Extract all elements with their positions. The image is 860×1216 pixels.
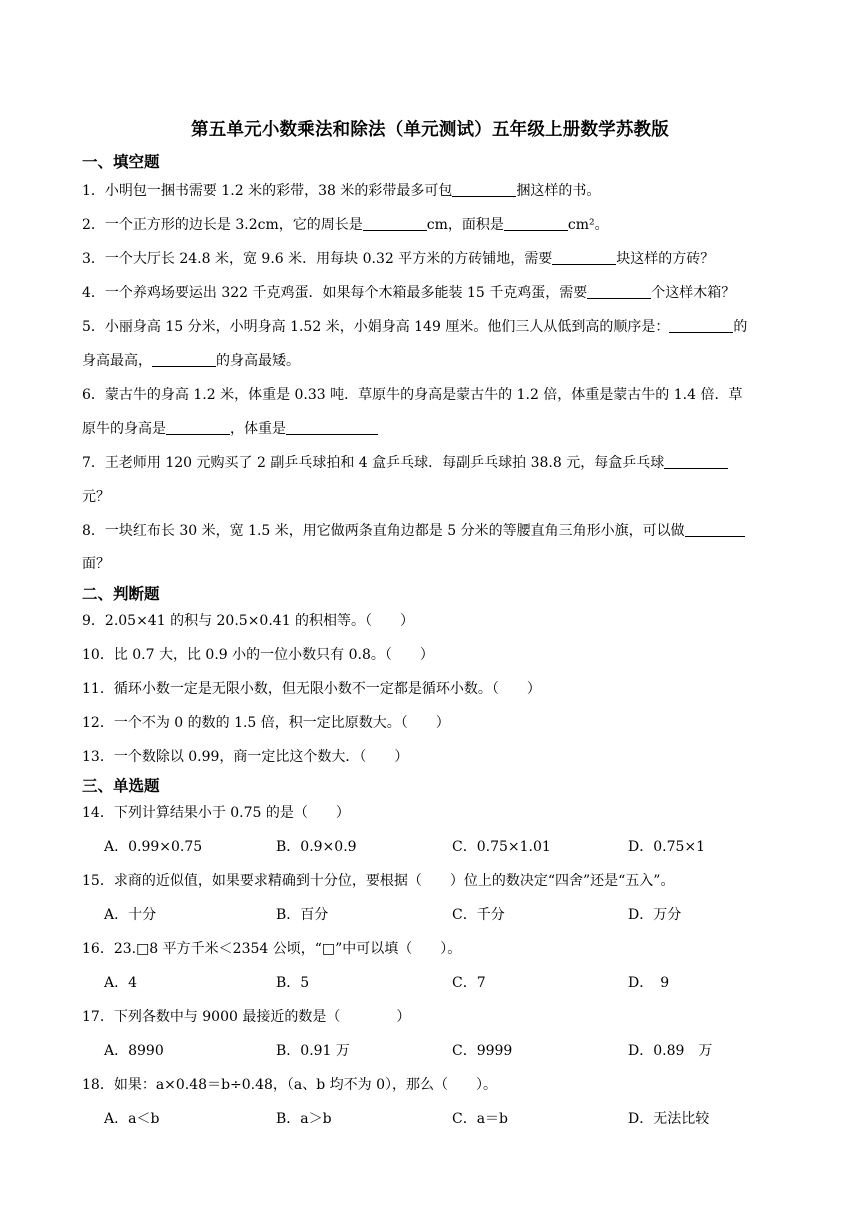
answer-blank[interactable] — [587, 284, 651, 299]
option-c[interactable]: C．a＝b — [452, 1111, 509, 1127]
question-text: 元？ — [82, 489, 110, 505]
option-c[interactable]: C．0.75×1.01 — [452, 839, 551, 855]
question-8-line-1 — [82, 520, 812, 540]
answer-blank[interactable] — [685, 522, 745, 537]
answer-blank[interactable] — [363, 216, 427, 231]
option-b[interactable]: B．0.91 万 — [276, 1043, 350, 1059]
option-a[interactable]: A．十分 — [104, 907, 157, 923]
answer-blank[interactable] — [152, 352, 216, 367]
option-d[interactable]: D．无法比较 — [628, 1111, 710, 1127]
question-9: 9．2.05×41 的积与 20.5×0.41 的积相等。（ ） — [82, 613, 415, 629]
question-text: 捆这样的书。 — [516, 183, 601, 199]
question-3 — [82, 248, 812, 268]
section-heading-choice: 三、单选题 — [82, 777, 160, 795]
question-16: 16．23.□8 平方千米＜2354 公顷，“□”中可以填（ ）。 — [82, 941, 462, 957]
question-text: 5．小丽身高 15 分米，小明身高 1.52 米，小娟身高 149 厘米。他们三人从低到高的顺序是： — [82, 319, 670, 335]
question-15: 15．求商的近似值，如果要求精确到十分位，要根据（ ）位上的数决定“四舍”还是“五入”。 — [82, 873, 675, 889]
option-c[interactable]: C．千分 — [452, 907, 505, 923]
question-text: 身高最高， — [82, 353, 152, 369]
answer-blank[interactable] — [166, 420, 230, 435]
question-text: 个这样木箱？ — [651, 285, 736, 301]
question-13: 13．一个数除以 0.99，商一定比这个数大．（ ） — [82, 749, 409, 765]
question-text: 块这样的方砖？ — [616, 251, 715, 267]
option-d[interactable]: D．0.75×1 — [628, 839, 706, 855]
option-b[interactable]: B．a＞b — [276, 1111, 332, 1127]
question-5-line-1 — [82, 316, 812, 336]
option-d[interactable]: D． 9 — [628, 975, 670, 991]
question-text: 的 — [733, 319, 748, 335]
answer-blank[interactable] — [452, 182, 516, 197]
question-11: 11．循环小数一定是无限小数，但无限小数不一定都是循环小数。（ ） — [82, 681, 541, 697]
section-heading-judge: 二、判断题 — [82, 585, 160, 603]
question-text: 面？ — [82, 556, 110, 572]
answer-blank[interactable] — [669, 318, 733, 333]
question-text: 8．一块红布长 30 米，宽 1.5 米，用它做两条直角边都是 5 分米的等腰直角三角形小旗，可以做 — [82, 523, 685, 539]
option-c[interactable]: C．9999 — [452, 1043, 513, 1059]
question-14: 14．下列计算结果小于 0.75 的是（ ） — [82, 805, 350, 821]
question-6-line-1 — [82, 384, 812, 404]
question-text: 7．王老师用 120 元购买了 2 副乒乓球拍和 4 盒乒乓球．每副乒乓球拍 38.8 元，每盒乒乓球 — [82, 455, 665, 471]
question-text: 3．一个大厅长 24.8 米，宽 9.6 米．用每块 0.32 平方米的方砖铺地，需要 — [82, 251, 553, 267]
answer-blank[interactable] — [664, 454, 728, 469]
option-b[interactable]: B．0.9×0.9 — [276, 839, 357, 855]
option-a[interactable]: A．4 — [104, 975, 138, 991]
question-10: 10．比 0.7 大，比 0.9 小的一位小数只有 0.8。（ ） — [82, 647, 434, 663]
option-a[interactable]: A．a＜b — [104, 1111, 160, 1127]
question-text: 2．一个正方形的边长是 3.2cm，它的周长是 — [82, 217, 363, 233]
question-1 — [82, 180, 812, 200]
page-title: 第五单元小数乘法和除法（单元测试）五年级上册数学苏教版 — [191, 120, 669, 140]
question-text: 的身高最矮。 — [216, 353, 300, 369]
question-7-line-1 — [82, 452, 812, 472]
question-text: 6．蒙古牛的身高 1.2 米，体重是 0.33 吨．草原牛的身高是蒙古牛的 1.2 倍，体重是蒙古牛的 1.4 倍．草 — [82, 387, 743, 403]
option-c[interactable]: C．7 — [452, 975, 486, 991]
answer-blank[interactable] — [504, 216, 568, 231]
question-text: 1．小明包一捆书需要 1.2 米的彩带，38 米的彩带最多可包 — [82, 183, 453, 199]
question-7-line-2 — [82, 486, 812, 506]
option-a[interactable]: A．8990 — [104, 1043, 164, 1059]
answer-blank[interactable] — [286, 420, 378, 435]
option-b[interactable]: B．5 — [276, 975, 310, 991]
question-text: cm²。 — [567, 217, 609, 233]
question-5-line-2 — [82, 350, 812, 370]
option-d[interactable]: D．0.89 万 — [628, 1043, 713, 1059]
question-8-line-2 — [82, 553, 812, 573]
question-text: cm，面积是 — [426, 217, 504, 233]
question-6-line-2 — [82, 418, 812, 438]
question-18: 18．如果：a×0.48＝b÷0.48，（a、b 均不为 0），那么（ ）。 — [82, 1077, 498, 1093]
question-17: 17．下列各数中与 9000 最接近的数是（ ） — [82, 1009, 411, 1025]
question-4 — [82, 282, 812, 302]
option-b[interactable]: B．百分 — [276, 907, 329, 923]
section-heading-fill: 一、填空题 — [82, 153, 160, 171]
question-text: 原牛的身高是 — [82, 421, 166, 437]
question-12: 12．一个不为 0 的数的 1.5 倍，积一定比原数大。（ ） — [82, 715, 450, 731]
answer-blank[interactable] — [552, 250, 616, 265]
question-text: 4．一个养鸡场要运出 322 千克鸡蛋．如果每个木箱最多能装 15 千克鸡蛋，需要 — [82, 285, 588, 301]
question-2 — [82, 214, 812, 234]
question-text: ，体重是 — [230, 421, 286, 437]
option-d[interactable]: D．万分 — [628, 907, 682, 923]
option-a[interactable]: A．0.99×0.75 — [104, 839, 203, 855]
